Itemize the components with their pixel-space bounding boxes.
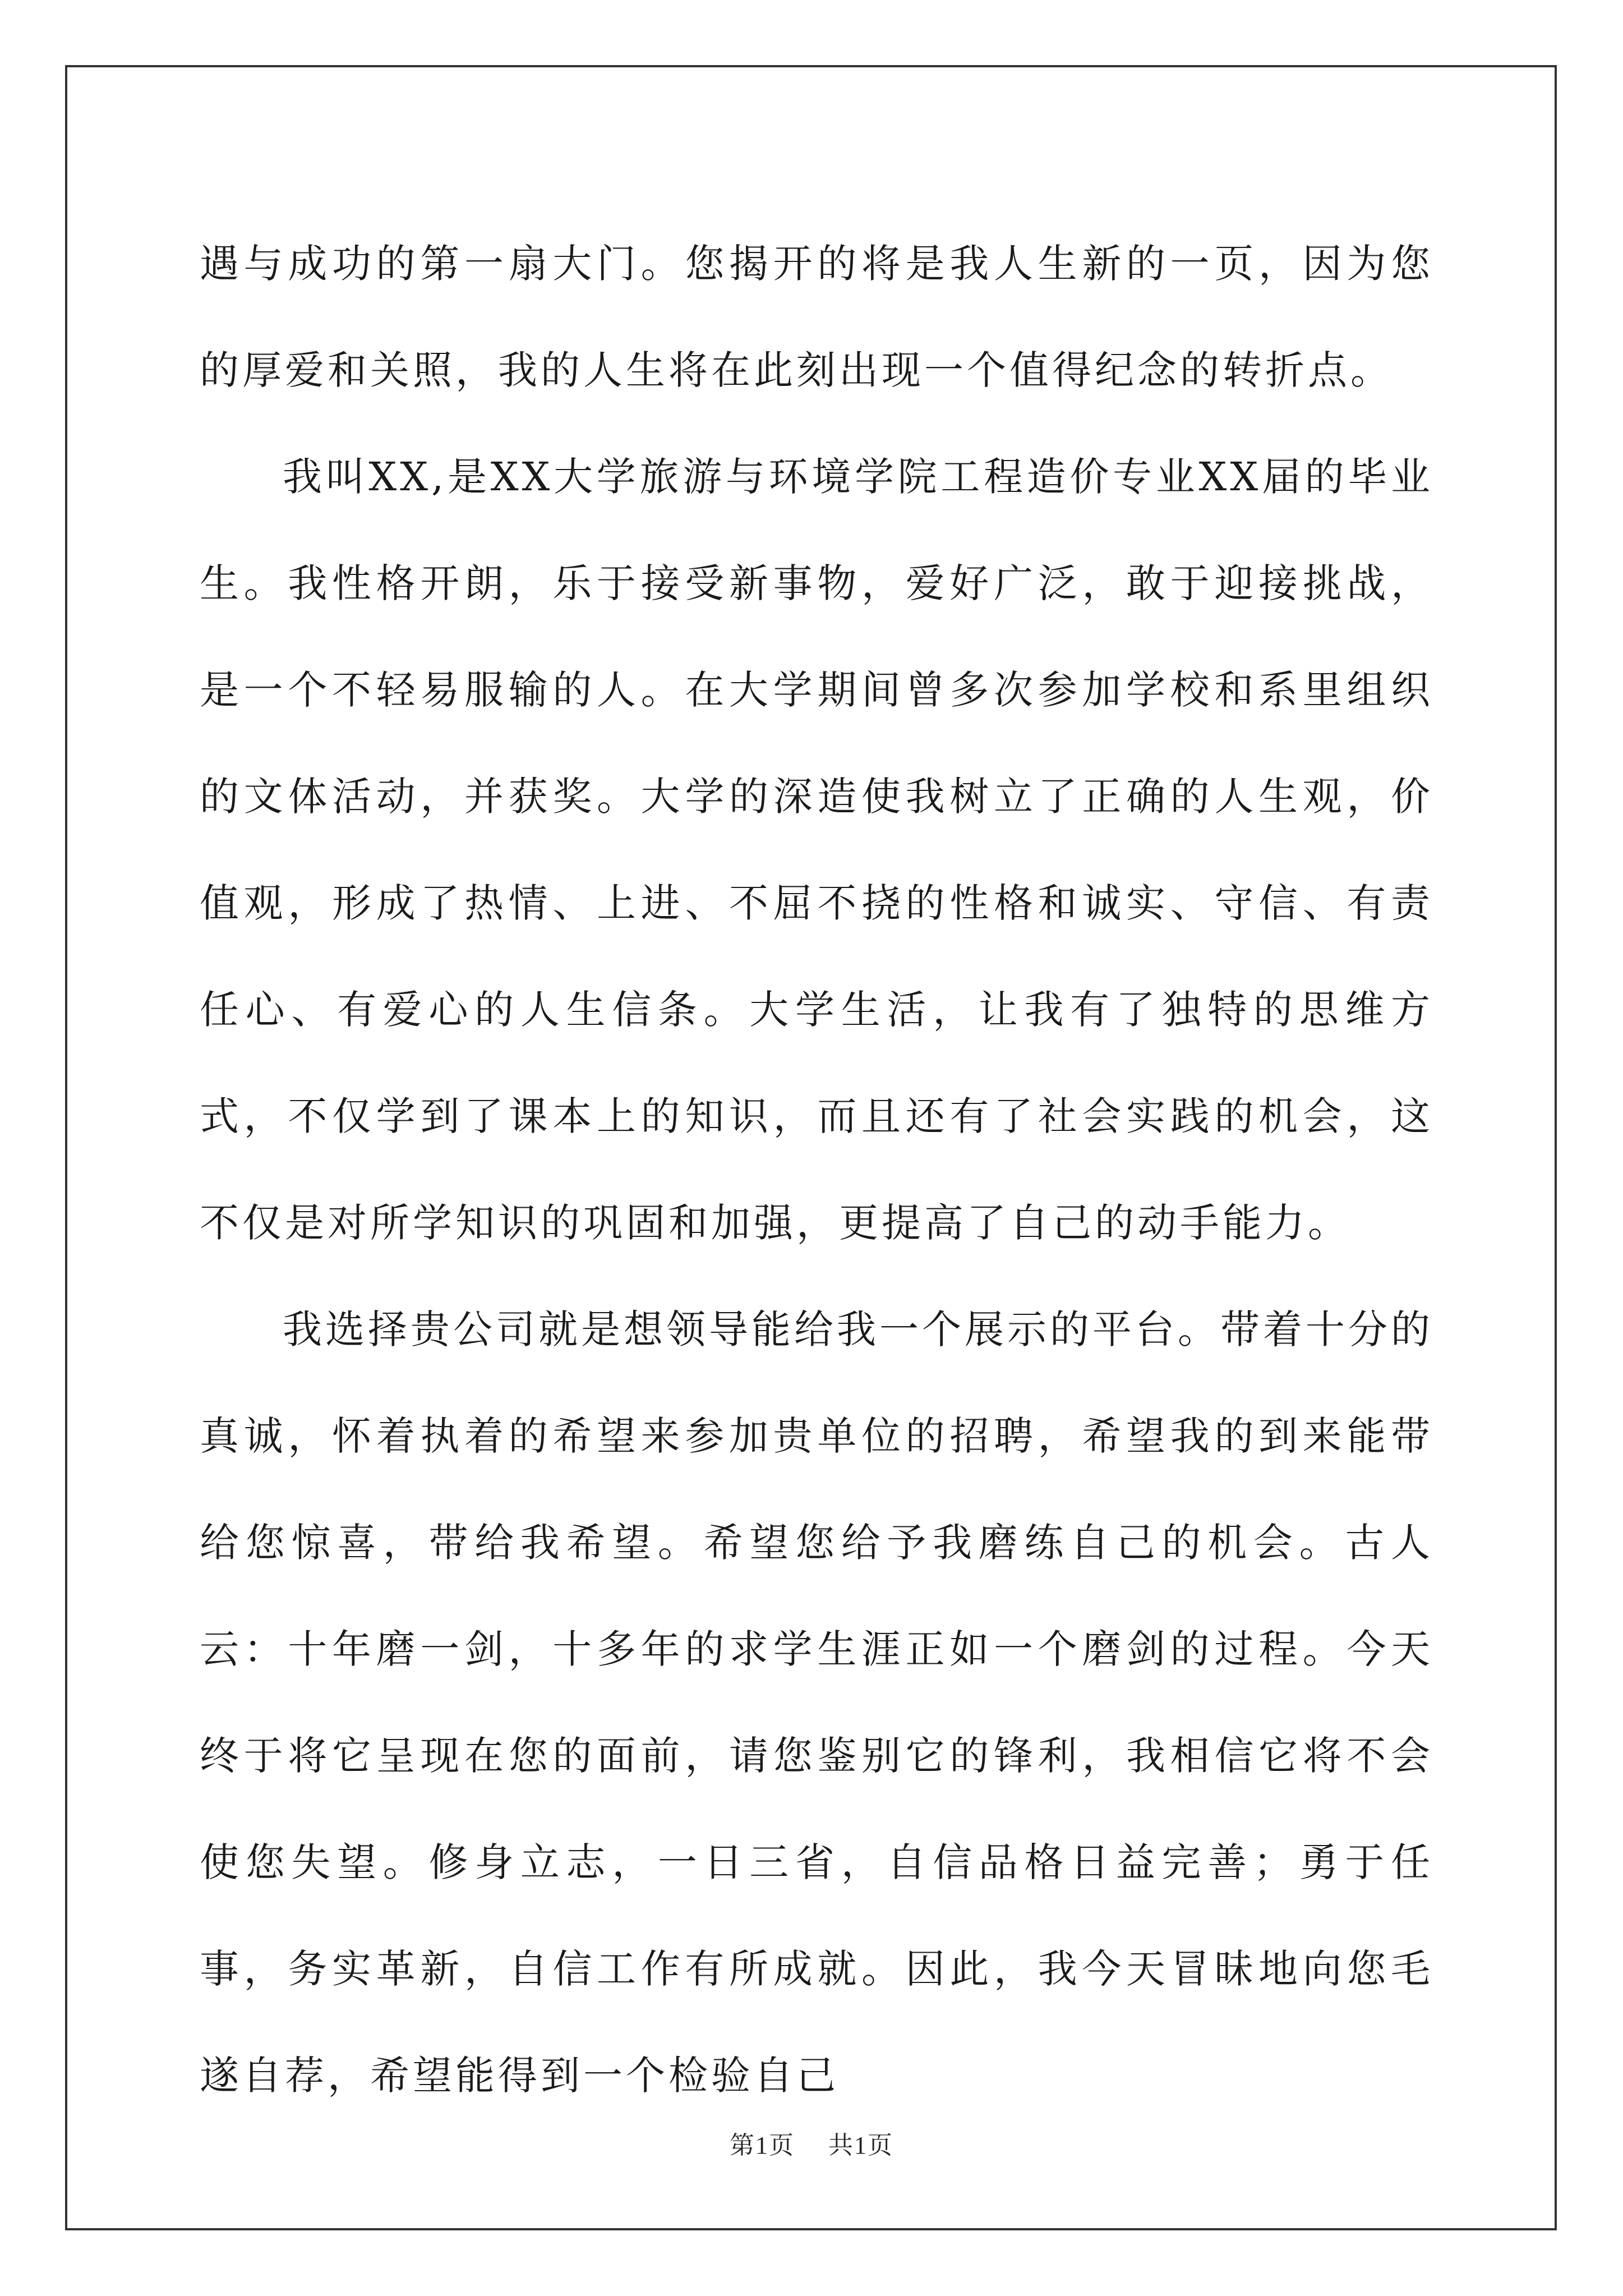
page-number: 第1页 bbox=[730, 2132, 795, 2159]
paragraph-1: 遇与成功的第一扇大门。您揭开的将是我人生新的一页，因为您的厚爱和关照，我的人生将在此刻出现一个值得纪念的转折点。 bbox=[200, 241, 1433, 393]
page-total: 共1页 bbox=[828, 2132, 893, 2159]
page-footer bbox=[0, 2125, 1623, 2161]
paragraph-2: 我叫XX,是XX大学旅游与环境学院工程造价专业XX届的毕业生。我性格开朗，乐于接受新事物，爱好广泛，敢于迎接挑战，是一个不轻易服输的人。在大学期间曾多次参加学校和系里组织的文体活动，并获奖。大学的深造使我树立了正确的人生观，价值观，形成了热情、上进、不屈不挠的性格和诚实、守信、有责任心、有爱心的人生信条。大学生活，让我有了独特的思维方式，不仅学到了课本上的知识，而且还有了社会实践的机会，这不仅是对所学知识的巩固和加强，更提高了自己的动手能力。 bbox=[200, 454, 1433, 1246]
document-body bbox=[200, 210, 1433, 2129]
paragraph-3: 我选择贵公司就是想领导能给我一个展示的平台。带着十分的真诚，怀着执着的希望来参加贵单位的招聘，希望我的到来能带给您惊喜，带给我希望。希望您给予我磨练自己的机会。古人云：十年磨一剑，十多年的求学生涯正如一个磨剑的过程。今天终于将它呈现在您的面前，请您鉴别它的锋利，我相信它将不会使您失望。修身立志，一日三省，自信品格日益完善；勇于任事，务实革新，自信工作有所成就。因此，我今天冒昧地向您毛遂自荐，希望能得到一个检验自己 bbox=[200, 1306, 1433, 2099]
